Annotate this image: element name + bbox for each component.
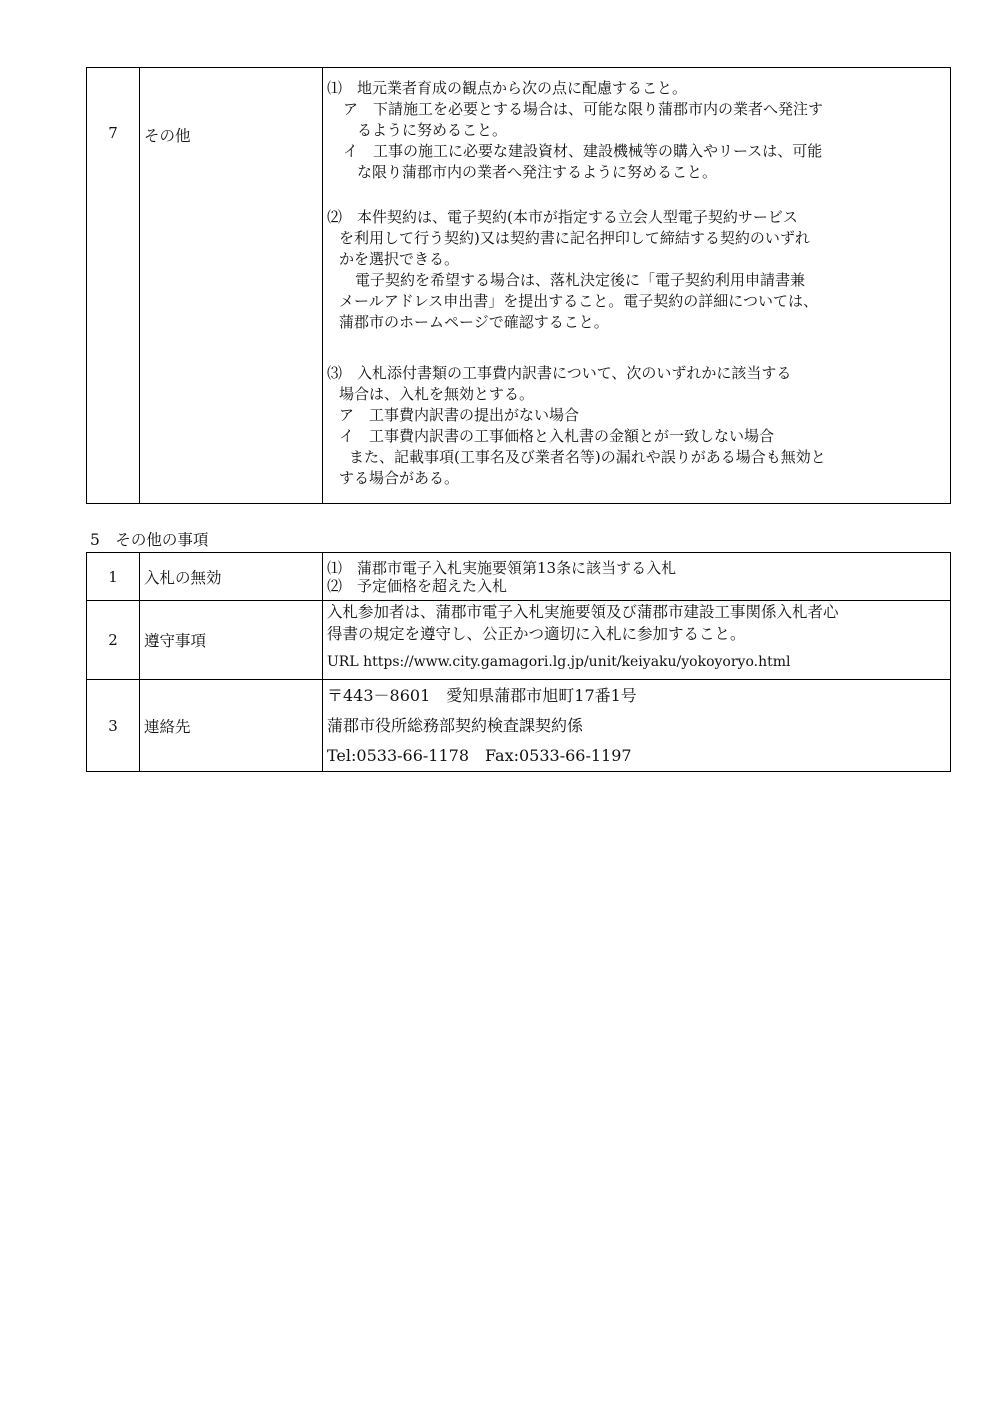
item-2-line1: ⑵ 本件契約は、電子契約(本市が指定する立会人型電子契約サービス	[327, 208, 798, 226]
item-3-line1: ⑶ 入札添付書類の工事費内訳書について、次のいずれかに該当する	[327, 364, 792, 382]
contact-department: 蒲郡市役所総務部契約検査課契約係	[327, 715, 584, 735]
row-label: その他	[140, 68, 323, 504]
item-1-a-line2: るように努めること。	[357, 121, 508, 139]
content-line: 入札参加者は、蒲郡市電子入札実施要領及び蒲郡市建設工事関係入札者心	[327, 603, 839, 621]
item-2-line3: かを選択できる。	[339, 250, 460, 268]
item-1-heading: ⑴ 地元業者育成の観点から次の点に配慮すること。	[327, 79, 688, 97]
contact-address: 〒443－8601 愛知県蒲郡市旭町17番1号	[327, 685, 637, 705]
table-row	[87, 680, 951, 772]
table-other-matters	[86, 552, 951, 772]
item-1-i-line2: な限り蒲郡市内の業者へ発注するように努めること。	[357, 163, 718, 181]
item-2-line2: を利用して行う契約)又は契約書に記名押印して締結する契約のいずれ	[339, 229, 810, 247]
row-content	[323, 680, 951, 772]
item-2-line6: 蒲郡市のホームページで確認すること。	[339, 313, 609, 331]
section-title: 5 その他の事項	[90, 531, 209, 549]
item-2-line4: 電子契約を希望する場合は、落札決定後に「電子契約利用申請書兼	[355, 271, 806, 289]
item-1-a-line1: ア 下請施工を必要とする場合は、可能な限り蒲郡市内の業者へ発注す	[343, 100, 824, 118]
row-label: 入札の無効	[140, 553, 323, 601]
content-line: 得書の規定を遵守し、公正かつ適切に入札に参加すること。	[327, 625, 746, 643]
row-number: 7	[87, 68, 140, 504]
item-1-i-line1: イ 工事の施工に必要な建設資材、建設機械等の購入やリースは、可能	[343, 142, 823, 160]
row-number: 3	[87, 680, 140, 772]
item-1	[327, 78, 944, 183]
table-row	[87, 553, 951, 601]
item-2	[327, 207, 944, 333]
table-item-7	[86, 67, 951, 504]
item-3-line4: イ 工事費内訳書の工事価格と入札書の金額とが一致しない場合	[339, 427, 775, 445]
row-label: 連絡先	[140, 680, 323, 772]
content-line: ⑵ 予定価格を超えた入札	[327, 576, 508, 595]
table-row	[87, 68, 951, 504]
row-content	[323, 601, 951, 680]
table-row	[87, 601, 951, 680]
row-content	[323, 553, 951, 601]
item-3	[327, 363, 944, 489]
item-3-line6: する場合がある。	[339, 469, 460, 487]
item-3-line3: ア 工事費内訳書の提出がない場合	[339, 406, 580, 424]
row-number: 2	[87, 601, 140, 680]
item-3-line2: 場合は、入札を無効とする。	[339, 385, 535, 403]
row-number: 1	[87, 553, 140, 601]
contact-phone-fax: Tel:0533-66-1178 Fax:0533-66-1197	[327, 745, 632, 765]
item-3-line5: また、記載事項(工事名及び業者名等)の漏れや誤りがある場合も無効と	[349, 448, 826, 466]
content-line: ⑴ 蒲郡市電子入札実施要領第13条に該当する入札	[327, 558, 677, 577]
reference-url-link[interactable]: URL https://www.city.gamagori.lg.jp/unit/keiyaku/yokoyoryo.html	[327, 654, 791, 670]
row-label: 遵守事項	[140, 601, 323, 680]
row-content	[323, 68, 951, 504]
item-2-line5: メールアドレス申出書」を提出すること。電子契約の詳細については、	[339, 292, 818, 310]
